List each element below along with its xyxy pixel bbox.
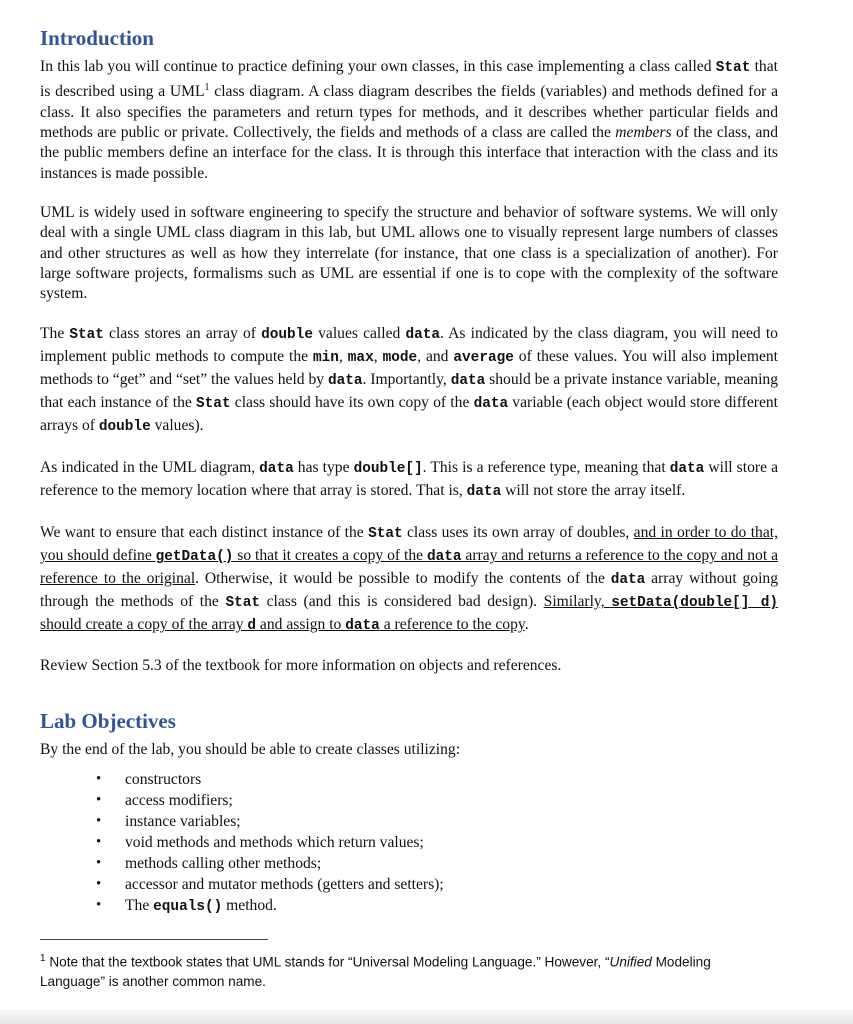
code: max xyxy=(347,350,374,367)
list-item: • instance variables; xyxy=(40,811,778,832)
list-item xyxy=(40,895,778,918)
intro-paragraph-1 xyxy=(40,57,778,184)
text: . As indicated by the class diagram, you will need to implement public methods to compute the xyxy=(40,325,778,366)
code: double[] xyxy=(353,461,423,478)
lab-objectives-heading: Lab Objectives xyxy=(40,708,176,733)
text: values). xyxy=(150,417,204,435)
code: data xyxy=(259,461,294,478)
text: , xyxy=(373,348,383,366)
code-setdata: setData(double[] d) xyxy=(611,595,779,612)
list-item: • accessor and mutator methods (getters and setters); xyxy=(40,874,778,895)
text: In this lab you will continue to practice defining your own classes, in this case implementing a class called xyxy=(40,58,716,75)
code: Stat xyxy=(196,396,231,413)
underlined-text: should create a copy of the array xyxy=(40,616,248,634)
list-item: • void methods and methods which return values; xyxy=(40,832,778,853)
code-getdata: getData() xyxy=(155,549,234,566)
intro-paragraph-6: Review Section 5.3 of the textbook for more information on objects and references. xyxy=(40,657,562,675)
code: data xyxy=(669,461,705,478)
footnote xyxy=(40,949,778,991)
code: Stat xyxy=(368,526,403,543)
text: We want to ensure that each distinct instance of the xyxy=(40,524,369,542)
objectives-list xyxy=(40,769,778,918)
underlined-text: array and returns a reference to the copy and not a reference to the original xyxy=(40,547,778,588)
code: data xyxy=(426,549,462,566)
code: min xyxy=(313,350,339,367)
text: Modeling Language” is another common name. xyxy=(40,954,711,989)
document-page xyxy=(40,24,778,991)
underlined-text: and assign to xyxy=(256,616,346,634)
objectives-lead: By the end of the lab, you should be able to create classes utilizing: xyxy=(40,740,461,758)
code: double xyxy=(261,327,313,344)
text: of the class, and the public members define an interface for the class. It is through this interface that interaction with the class and its instances is made possible. xyxy=(40,124,778,182)
intro-paragraph-4 xyxy=(40,457,778,503)
code: data xyxy=(610,572,646,589)
text: The xyxy=(125,897,154,915)
intro-paragraph-5 xyxy=(40,522,778,637)
code: data xyxy=(450,373,486,390)
list-item: • access modifiers; xyxy=(40,790,778,811)
list-item: • constructors xyxy=(40,769,778,790)
text: class (and this is considered bad design). xyxy=(260,593,544,611)
code-stat: Stat xyxy=(715,60,751,76)
code: average xyxy=(453,350,514,367)
intro-paragraph-2: UML is widely used in software engineering to specify the structure and behavior of software systems. We will only deal with a single UML class diagram in this lab, but UML allows one to visually represent large numbers of classes and other structures as well as how they interrelate (for instance, that one class is a specialization of another). For large software projects, formalisms such as UML are essential if one is to cope with the complexity of the software system. xyxy=(40,203,778,303)
list-item: • methods calling other methods; xyxy=(40,853,778,874)
text: class uses its own array of doubles, xyxy=(402,524,634,542)
text: of these values. You will also implement methods to “get” and “set” the values held by xyxy=(40,348,778,389)
introduction-heading: Introduction xyxy=(40,26,154,50)
code: Stat xyxy=(225,595,261,612)
footnote-number: 1 xyxy=(40,953,46,965)
page-bottom-edge xyxy=(0,1010,853,1024)
emphasis-unified: Unified xyxy=(609,954,652,970)
text: . xyxy=(524,616,529,634)
code: double xyxy=(98,419,151,436)
underlined-text: so that it creates a copy of the xyxy=(233,547,427,565)
text: method. xyxy=(222,897,277,915)
code: d xyxy=(247,618,257,635)
intro-paragraph-3 xyxy=(40,323,778,438)
text: . This is a reference type, meaning that xyxy=(422,459,670,477)
text: will store a reference to the memory location where that array is stored. That is, xyxy=(40,459,778,500)
code: data xyxy=(327,373,363,390)
text: that is described using a UML xyxy=(40,58,778,101)
text: has type xyxy=(293,459,354,477)
code: data xyxy=(405,327,440,344)
text: Note that the textbook states that UML stands for “Universal Modeling Language.” However, “ xyxy=(45,954,610,970)
text: The xyxy=(40,325,70,343)
code: data xyxy=(345,618,380,635)
text: should be a private instance variable, meaning that each instance of the xyxy=(40,371,778,412)
text: . Otherwise, it would be possible to modify the contents of the xyxy=(195,570,611,588)
code: mode xyxy=(382,350,418,367)
footnote-ref: 1 xyxy=(204,82,210,94)
text: will not store the array itself. xyxy=(501,482,686,500)
code: Stat xyxy=(69,327,104,344)
text: . Importantly, xyxy=(362,371,451,389)
emphasis-members: members xyxy=(615,124,672,142)
underlined-text: Similarly, xyxy=(543,593,612,611)
text: class should have its own copy of the xyxy=(230,394,474,412)
text: array without going through the methods of the xyxy=(40,570,779,611)
text: class stores an array of xyxy=(103,325,262,343)
text: variable (each object would store different arrays of xyxy=(40,394,779,435)
footnote-divider xyxy=(40,939,268,940)
text: , and xyxy=(417,348,454,366)
underlined-text: and in order to do that, you should define xyxy=(40,524,778,565)
underlined-text: a reference to the copy xyxy=(379,616,525,634)
text: As indicated in the UML diagram, xyxy=(40,459,260,477)
text: , xyxy=(338,348,348,366)
text: class diagram. A class diagram describes the fields (variables) and methods defined for a class. It also specifies the parameters and return types for methods, and it describes whether particular fields and methods are public or private. Collectively, the fields and methods of a class are called the xyxy=(40,83,778,142)
code: data xyxy=(466,484,502,501)
text: values called xyxy=(312,325,406,343)
code: data xyxy=(473,396,509,413)
code-equals: equals() xyxy=(153,899,223,916)
